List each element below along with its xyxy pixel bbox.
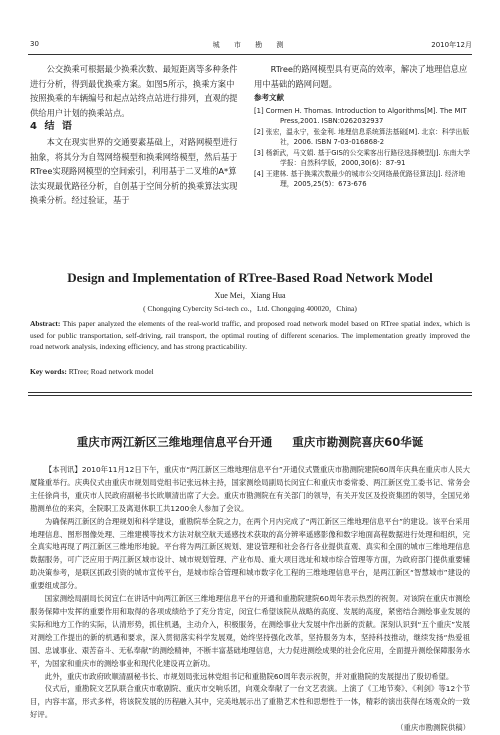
references-title: 参考文献: [254, 93, 284, 103]
news-para-1: 【本刊讯】2010年11月12日下午，重庆市“两江新区三维地理信息平台”开通仪式暨重庆市勘测院建院60周年庆典在重庆市人民大厦隆重举行。庆典仪式由重庆市规划局党组书记张远林主持，国家测绘局副局长闵宜仁和重庆市委常委、两江新区党工委书记、常务会主任徐尚书，重庆市人民政府副秘书长欧顺清出席了大会。重庆市勘测院在有关部门的领导，有关开发区及投资集团的领导，全国兄弟勘测单位的来宾，全院职工及离退休职工共1200余人参加了会议。: [30, 465, 470, 513]
keywords-text: RTree; Road network model: [68, 367, 154, 376]
right-para-1: RTree的路网模型具有更高的效率，解决了地理信息应用中基础的路网问题。: [254, 64, 468, 89]
page-number: 30: [30, 40, 39, 48]
section-divider-top: [28, 392, 472, 393]
news-para-2: 为确保两江新区的合理规划和科学建设，重勘院举全院之力，在两个月内完成了“两江新区三维地理信息平台”的建设。该平台采用地理信息、图形图像处理、三维建模等技术方法对航空航天遥感技术获取的高分辨率遥感影像和数字地面高程数据进行处理和组织，完全真实地再现了两江新区三维地形地貌。平台将为两江新区规划、建设管理和社会各行各业提供直观、真实和全面的城市三维地理信息数据服务，可广泛应用于两江新区城市设计、城市规划管理、产业布局、重大项目选址和城市综合管理等方面，为政府部门提供重要辅助决策参考，是联区抓政引资的城市宣传平台，是城市综合管理和城市数字化工程的三维地理信息平台，是两江新区“智慧城市”建设的重要组成部分。: [30, 516, 470, 591]
english-keywords: [30, 367, 470, 376]
keywords-label: Key words:: [30, 367, 67, 376]
abstract-text: This paper analyzed the elements of the real-world traffic, and proposed road network model based on RTree spatial index, which is used for public transportation, self-driving, rail transport, the optimal routing of different scenarios. The implementation greatly improved the road network analysis, indexing efficiency, and has strong practicability.: [30, 319, 470, 351]
reference-4: [4] 王建林. 基于换乘次数最少的城市公交网络最优路径算法[J]. 经济地理，2005,25(5)：673-676: [254, 169, 466, 189]
right-column: [254, 62, 472, 190]
journal-name: 城 市 勘 测: [212, 41, 290, 49]
english-affiliation: ( Chongqing Cybercity Sci-tech co.，Ltd. Chongqing 400020，China): [143, 304, 357, 313]
section-divider-bottom: [28, 395, 472, 396]
news-title-right: 重庆市勘测院喜庆60华诞: [292, 435, 424, 449]
reference-1: [1] Cormen H. Thomas. Introduction to Algorithms[M]. The MIT Press,2001. ISBN:0262032937: [254, 106, 467, 126]
header-rule: [28, 54, 472, 55]
news-para-5: 仪式后，重勘院文艺队联合重庆市歌剧院、重庆市交响乐团，向观众奉献了一台文艺表演。上演了《工地节奏》、《利剑》等12个节目，内容丰富，形式多样，将该院发展的历程融入其中，完美地展示出了重勘艺术性和思想性于一体，精彩的演出获得在场观众的一致好评。: [30, 684, 470, 720]
issue-date: 2010年12月: [431, 41, 472, 49]
page-header: [30, 38, 472, 52]
abstract-label: Abstract:: [30, 319, 61, 328]
news-para-3: 国家测绘局副局长闵宜仁在讲话中向两江新区三维地理信息平台的开通和重勘院建院60周年表示热烈的祝贺。对该院在重庆市测绘服务保障中发挥的重要作用和取得的各项成绩给予了充分肯定，闵宜仁希望该院从战略的高度、发展的高度，紧密结合测绘事业发展的实际和地方工作的实际，认清形势，抓住机遇，主动介入，积极服务，在测绘事业大发展中作出新的贡献。深刻认识到“五个重庆”发展对测绘工作提出的新的机遇和要求，深入贯彻落实科学发展观，始终坚持强化改革，坚持服务为本，坚持科技推动，继续发扬“热爱祖国、忠诚事业、艰苦奋斗、无私奉献”的测绘精神，不断丰富基础地理信息，大力促进测绘成果的社会化应用，全面提升测绘保障服务水平，为国家和重庆市的测绘事业和现代化建设再立新功。: [30, 594, 470, 668]
section-title: 4 结 语: [30, 121, 74, 133]
news-signature: （重庆市勘测院供稿）: [396, 723, 470, 733]
reference-2: [2] 张宏，温永宁，张金利. 地理信息系统算法基础[M]. 北京：科学出版社，2006. ISBN 7-03-016868-2: [254, 127, 470, 147]
left-para-1: 公交换乘可根据最少换乘次数、最短距离等多种条件进行分析，得到最优换乘方案。如图5所示，换乘方案中按照换乘的车辆编号和起点站终点站进行排列，直观的提供给用户计划的换乘站点。: [30, 64, 238, 118]
news-body: [30, 464, 470, 735]
reference-3: [3] 杨新武，马文娟. 基于GIS的公交乘客出行路径选择模型[J]. 东南大学学报：自然科学版，2000,30(6)：87-91: [254, 148, 471, 168]
english-title: Design and Implementation of RTree-Based Road Network Model: [67, 270, 433, 285]
news-title: [0, 434, 500, 450]
left-para-2: 本文在现实世界的交通要素基础上，对路网模型进行抽象，将其分为自驾网络模型和换乘网络模型，然后基于RTree实现路网模型的空间索引，利用基于二叉堆的A*算法实现最优路径分析，自创基于空间分析的换乘算法实现换乘分析。经过验证，基于: [30, 136, 238, 206]
english-authors: Xue Mei，Xiang Hua: [214, 291, 286, 300]
news-para-4: 此外，重庆市政府欧顺清副秘书长、市规划局张远林党组书记和重勘院60周年表示祝贺，并对重勘院的发展提出了殷切希望。: [44, 671, 454, 681]
left-column: [30, 62, 242, 208]
english-abstract: [30, 318, 470, 353]
news-title-left: 重庆市两江新区三维地理信息平台开通: [76, 435, 273, 449]
